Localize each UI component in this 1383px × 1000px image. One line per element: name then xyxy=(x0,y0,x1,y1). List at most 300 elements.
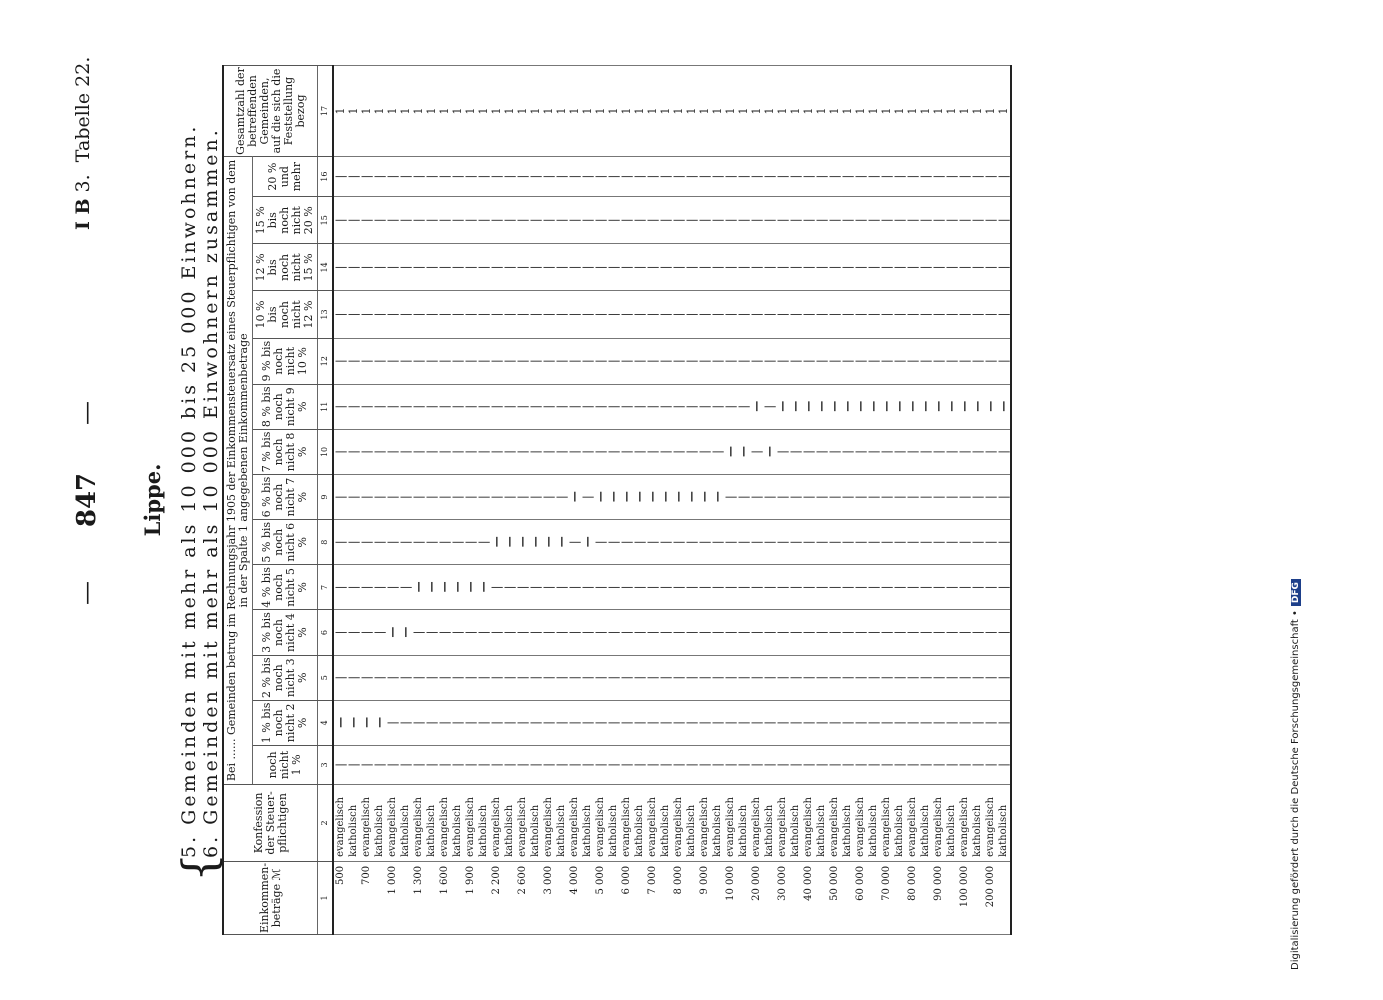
zero-dash-mark: | xyxy=(386,359,399,363)
zero-dash-mark: | xyxy=(828,721,841,725)
rate-cell xyxy=(568,475,581,520)
rate-cell xyxy=(620,565,633,610)
zero-dash-mark: | xyxy=(516,174,529,179)
rate-cell xyxy=(477,384,490,429)
zero-dash-mark: | xyxy=(919,174,932,179)
rate-cell xyxy=(997,700,1011,745)
confession-cell: evangelisch xyxy=(646,784,659,861)
rate-cell xyxy=(997,520,1011,565)
rate-cell xyxy=(568,429,581,474)
zero-dash-mark: | xyxy=(893,265,906,270)
zero-dash-mark: | xyxy=(659,540,672,545)
rate-cell xyxy=(789,475,802,520)
rate-cell xyxy=(932,565,945,610)
income-cell xyxy=(789,861,802,934)
rate-cell xyxy=(646,655,659,700)
rate-cell xyxy=(464,244,477,291)
zero-dash-mark: | xyxy=(373,450,386,454)
zero-dash-mark: | xyxy=(971,218,984,223)
rate-cell xyxy=(347,157,360,197)
rate-cell xyxy=(997,429,1011,474)
zero-dash-mark: | xyxy=(698,630,711,635)
zero-dash-mark: | xyxy=(997,359,1010,363)
table-row xyxy=(438,66,451,935)
rate-cell xyxy=(607,610,620,655)
column-number: 15 xyxy=(318,197,334,244)
rate-cell xyxy=(607,157,620,197)
income-cell xyxy=(711,861,724,934)
table-row xyxy=(854,66,867,935)
zero-dash-mark: | xyxy=(607,312,620,317)
rate-cell xyxy=(945,291,958,338)
zero-dash-mark: | xyxy=(555,174,568,179)
zero-dash-mark: | xyxy=(880,675,893,680)
zero-dash-mark: | xyxy=(815,495,828,499)
rate-cell xyxy=(854,338,867,384)
zero-dash-mark: | xyxy=(503,174,516,179)
rate-cell xyxy=(867,655,880,700)
rate-cell xyxy=(425,520,438,565)
zero-dash-mark: | xyxy=(334,218,347,223)
rate-cell xyxy=(841,429,854,474)
rate-cell xyxy=(451,745,464,784)
rate-cell xyxy=(594,655,607,700)
rate-cell xyxy=(555,475,568,520)
rate-cell xyxy=(906,520,919,565)
zero-dash-mark: | xyxy=(659,450,672,454)
rate-cell xyxy=(932,197,945,244)
count-one-mark: — xyxy=(438,581,451,593)
total-cell: 1 xyxy=(542,66,555,157)
zero-dash-mark: | xyxy=(373,630,386,635)
zero-dash-mark: | xyxy=(958,585,971,590)
zero-dash-mark: | xyxy=(997,675,1010,680)
total-cell: 1 xyxy=(386,66,399,157)
rate-cell xyxy=(737,244,750,291)
income-cell xyxy=(529,861,542,934)
rate-cell xyxy=(581,700,594,745)
rate-cell xyxy=(997,197,1011,244)
rate-cell xyxy=(425,745,438,784)
zero-dash-mark: | xyxy=(958,721,971,725)
rate-cell xyxy=(633,745,646,784)
subtitle-6: 6. Gemeinden mit mehr als 10 000 Einwohnern zusammen. xyxy=(200,127,222,858)
zero-dash-mark: | xyxy=(620,404,633,409)
rate-cell xyxy=(438,610,451,655)
zero-dash-mark: | xyxy=(581,585,594,590)
income-cell: 100 000 xyxy=(958,861,971,934)
rate-cell xyxy=(789,244,802,291)
rate-cell xyxy=(828,610,841,655)
rate-cell xyxy=(542,338,555,384)
rate-cell xyxy=(737,429,750,474)
income-cell: 500 xyxy=(333,861,347,934)
rate-cell xyxy=(555,244,568,291)
total-cell: 1 xyxy=(412,66,425,157)
zero-dash-mark: | xyxy=(867,265,880,270)
rate-cell xyxy=(620,291,633,338)
rate-cell xyxy=(412,565,425,610)
rate-cell xyxy=(763,244,776,291)
zero-dash-mark: | xyxy=(633,218,646,223)
zero-dash-mark: | xyxy=(841,630,854,635)
zero-dash-mark: | xyxy=(737,675,750,680)
confession-cell: evangelisch xyxy=(984,784,997,861)
zero-dash-mark: | xyxy=(672,174,685,179)
zero-dash-mark: | xyxy=(802,265,815,270)
zero-dash-mark: | xyxy=(672,404,685,409)
rate-cell xyxy=(958,745,971,784)
zero-dash-mark: | xyxy=(997,721,1010,725)
rate-cell xyxy=(737,655,750,700)
rate-cell xyxy=(906,338,919,384)
rate-cell xyxy=(659,197,672,244)
zero-dash-mark: | xyxy=(958,675,971,680)
income-cell xyxy=(555,861,568,934)
total-cell: 1 xyxy=(698,66,711,157)
zero-dash-mark: | xyxy=(880,450,893,454)
zero-dash-mark: | xyxy=(412,630,425,635)
zero-dash-mark: | xyxy=(529,675,542,680)
zero-dash-mark: | xyxy=(776,630,789,635)
zero-dash-mark: | xyxy=(724,312,737,317)
rate-cell xyxy=(542,244,555,291)
rate-cell xyxy=(347,610,360,655)
rate-cell xyxy=(386,565,399,610)
rate-cell xyxy=(763,384,776,429)
zero-dash-mark: | xyxy=(724,404,737,409)
zero-dash-mark: | xyxy=(581,265,594,270)
rate-cell xyxy=(971,244,984,291)
zero-dash-mark: | xyxy=(360,763,373,767)
confession-cell: katholisch xyxy=(685,784,698,861)
rate-cell xyxy=(646,197,659,244)
rate-cell xyxy=(724,244,737,291)
rate-cell xyxy=(373,745,386,784)
count-one-mark: — xyxy=(893,400,906,412)
rate-cell xyxy=(958,384,971,429)
rate-cell xyxy=(490,610,503,655)
table-row xyxy=(516,66,529,935)
confession-cell: katholisch xyxy=(867,784,880,861)
zero-dash-mark: | xyxy=(334,265,347,270)
zero-dash-mark: | xyxy=(919,450,932,454)
zero-dash-mark: | xyxy=(672,721,685,725)
rate-cell xyxy=(685,197,698,244)
zero-dash-mark: | xyxy=(347,218,360,223)
zero-dash-mark: | xyxy=(763,312,776,317)
zero-dash-mark: | xyxy=(802,218,815,223)
rate-cell xyxy=(438,565,451,610)
zero-dash-mark: | xyxy=(932,630,945,635)
rate-cell xyxy=(685,610,698,655)
count-one-mark: — xyxy=(984,400,997,412)
zero-dash-mark: | xyxy=(945,721,958,725)
rate-cell xyxy=(399,244,412,291)
zero-dash-mark: | xyxy=(997,265,1010,270)
rate-cell xyxy=(893,338,906,384)
rate-cell xyxy=(750,655,763,700)
zero-dash-mark: | xyxy=(763,495,776,499)
zero-dash-mark: | xyxy=(828,450,841,454)
zero-dash-mark: | xyxy=(594,630,607,635)
confession-cell: katholisch xyxy=(555,784,568,861)
zero-dash-mark: | xyxy=(412,174,425,179)
rate-cell xyxy=(333,745,347,784)
zero-dash-mark: | xyxy=(347,265,360,270)
zero-dash-mark: | xyxy=(633,763,646,767)
rate-cell xyxy=(333,244,347,291)
zero-dash-mark: | xyxy=(828,218,841,223)
zero-dash-mark: | xyxy=(958,450,971,454)
rate-cell xyxy=(373,655,386,700)
rate-cell xyxy=(347,244,360,291)
header-bracket: noch nicht 1 % xyxy=(253,745,318,784)
rate-cell xyxy=(893,197,906,244)
rate-cell xyxy=(672,338,685,384)
zero-dash-mark: | xyxy=(386,450,399,454)
rate-cell xyxy=(789,610,802,655)
zero-dash-mark: | xyxy=(529,630,542,635)
count-one-mark: — xyxy=(503,536,516,548)
income-cell xyxy=(867,861,880,934)
zero-dash-mark: | xyxy=(750,495,763,499)
rate-cell xyxy=(854,291,867,338)
table-row xyxy=(477,66,490,935)
zero-dash-mark: | xyxy=(451,450,464,454)
rate-cell xyxy=(776,338,789,384)
zero-dash-mark: | xyxy=(334,540,347,545)
header-total: Gesamtzahl der betreffenden Gemeinden, auf die sich die Feststellung bezog xyxy=(223,66,318,157)
total-cell: 1 xyxy=(789,66,802,157)
zero-dash-mark: | xyxy=(984,312,997,317)
rate-cell xyxy=(893,429,906,474)
zero-dash-mark: | xyxy=(945,585,958,590)
total-cell: 1 xyxy=(893,66,906,157)
rate-cell xyxy=(542,700,555,745)
count-one-mark: — xyxy=(750,400,763,412)
count-one-mark: — xyxy=(477,581,490,593)
rate-cell xyxy=(477,197,490,244)
rate-cell xyxy=(529,700,542,745)
rate-cell xyxy=(373,338,386,384)
rate-cell xyxy=(763,291,776,338)
rate-cell xyxy=(711,291,724,338)
zero-dash-mark: | xyxy=(477,540,490,545)
column-number: 7 xyxy=(318,565,334,610)
zero-dash-mark: | xyxy=(698,721,711,725)
zero-dash-mark: | xyxy=(867,359,880,363)
zero-dash-mark: | xyxy=(503,450,516,454)
zero-dash-mark: | xyxy=(412,359,425,363)
zero-dash-mark: | xyxy=(555,404,568,409)
rate-cell xyxy=(464,745,477,784)
zero-dash-mark: | xyxy=(347,404,360,409)
zero-dash-mark: | xyxy=(867,495,880,499)
zero-dash-mark: | xyxy=(568,450,581,454)
rate-cell xyxy=(893,520,906,565)
rate-cell xyxy=(984,520,997,565)
table-row xyxy=(451,66,464,935)
zero-dash-mark: | xyxy=(490,763,503,767)
rate-cell xyxy=(841,197,854,244)
confession-cell: evangelisch xyxy=(828,784,841,861)
rate-cell xyxy=(607,384,620,429)
income-cell: 90 000 xyxy=(932,861,945,934)
zero-dash-mark: | xyxy=(802,359,815,363)
rate-cell xyxy=(672,384,685,429)
table-row xyxy=(360,66,373,935)
zero-dash-mark: | xyxy=(971,585,984,590)
rate-cell xyxy=(789,745,802,784)
income-cell xyxy=(737,861,750,934)
count-one-mark: — xyxy=(763,445,776,457)
subtitle-brace: { xyxy=(172,852,226,882)
zero-dash-mark: | xyxy=(451,630,464,635)
rate-cell xyxy=(503,520,516,565)
total-cell: 1 xyxy=(659,66,672,157)
rate-cell xyxy=(477,429,490,474)
rate-cell xyxy=(724,520,737,565)
zero-dash-mark: | xyxy=(750,359,763,363)
zero-dash-mark: | xyxy=(425,675,438,680)
rate-cell xyxy=(919,384,932,429)
rate-cell xyxy=(841,610,854,655)
rate-cell xyxy=(750,565,763,610)
rate-cell xyxy=(568,520,581,565)
zero-dash-mark: | xyxy=(919,721,932,725)
zero-dash-mark: | xyxy=(685,450,698,454)
rate-cell xyxy=(672,520,685,565)
rate-cell xyxy=(854,610,867,655)
rate-cell xyxy=(620,655,633,700)
zero-dash-mark: | xyxy=(555,585,568,590)
zero-dash-mark: | xyxy=(854,495,867,499)
count-one-mark: — xyxy=(815,400,828,412)
zero-dash-mark: | xyxy=(958,763,971,767)
zero-dash-mark: | xyxy=(646,265,659,270)
rate-cell xyxy=(581,384,594,429)
rate-cell xyxy=(815,745,828,784)
rate-cell xyxy=(620,384,633,429)
rate-cell xyxy=(945,197,958,244)
zero-dash-mark: | xyxy=(451,359,464,363)
header-bracket: 9 % bis noch nicht 10 % xyxy=(253,338,318,384)
zero-dash-mark: | xyxy=(620,265,633,270)
zero-dash-mark: | xyxy=(945,540,958,545)
zero-dash-mark: | xyxy=(984,585,997,590)
zero-dash-mark: | xyxy=(815,265,828,270)
zero-dash-mark: | xyxy=(529,174,542,179)
zero-dash-mark: | xyxy=(568,630,581,635)
rate-cell xyxy=(698,745,711,784)
zero-dash-mark: | xyxy=(997,630,1010,635)
rate-cell xyxy=(828,157,841,197)
zero-dash-mark: | xyxy=(425,495,438,499)
rate-cell xyxy=(945,384,958,429)
zero-dash-mark: | xyxy=(958,265,971,270)
total-cell: 1 xyxy=(516,66,529,157)
rate-cell xyxy=(919,197,932,244)
zero-dash-mark: | xyxy=(776,312,789,317)
zero-dash-mark: | xyxy=(347,174,360,179)
rate-cell xyxy=(958,475,971,520)
zero-dash-mark: | xyxy=(516,359,529,363)
zero-dash-mark: | xyxy=(789,721,802,725)
rate-cell xyxy=(932,475,945,520)
rate-cell xyxy=(672,745,685,784)
zero-dash-mark: | xyxy=(893,540,906,545)
rate-cell xyxy=(490,291,503,338)
rate-cell xyxy=(919,610,932,655)
rate-cell xyxy=(906,610,919,655)
rate-cell xyxy=(646,610,659,655)
rate-cell xyxy=(464,338,477,384)
rate-cell xyxy=(516,384,529,429)
zero-dash-mark: | xyxy=(828,359,841,363)
rate-cell xyxy=(906,384,919,429)
rate-cell xyxy=(607,565,620,610)
count-one-mark: — xyxy=(945,400,958,412)
rate-cell xyxy=(867,700,880,745)
table-row xyxy=(646,66,659,935)
zero-dash-mark: | xyxy=(659,218,672,223)
zero-dash-mark: | xyxy=(698,585,711,590)
rate-cell xyxy=(737,700,750,745)
rate-cell xyxy=(880,384,893,429)
rate-cell xyxy=(438,655,451,700)
zero-dash-mark: | xyxy=(971,675,984,680)
rate-cell xyxy=(594,745,607,784)
zero-dash-mark: | xyxy=(373,495,386,499)
zero-dash-mark: | xyxy=(737,721,750,725)
rate-cell xyxy=(425,338,438,384)
zero-dash-mark: | xyxy=(503,404,516,409)
zero-dash-mark: | xyxy=(373,763,386,767)
zero-dash-mark: | xyxy=(542,675,555,680)
zero-dash-mark: | xyxy=(646,540,659,545)
table-row xyxy=(555,66,568,935)
rate-cell xyxy=(698,338,711,384)
count-one-mark: — xyxy=(724,445,737,457)
rate-cell xyxy=(880,700,893,745)
zero-dash-mark: | xyxy=(620,359,633,363)
zero-dash-mark: | xyxy=(802,540,815,545)
count-one-mark: — xyxy=(685,491,698,503)
zero-dash-mark: | xyxy=(984,450,997,454)
zero-dash-mark: | xyxy=(412,675,425,680)
zero-dash-mark: | xyxy=(789,359,802,363)
zero-dash-mark: | xyxy=(360,404,373,409)
zero-dash-mark: | xyxy=(854,585,867,590)
zero-dash-mark: | xyxy=(386,675,399,680)
header-bracket: 15 % bis noch nicht 20 % xyxy=(253,197,318,244)
rate-cell xyxy=(425,429,438,474)
rate-cell xyxy=(854,520,867,565)
zero-dash-mark: | xyxy=(828,675,841,680)
rate-cell xyxy=(828,429,841,474)
zero-dash-mark: | xyxy=(711,265,724,270)
zero-dash-mark: | xyxy=(763,540,776,545)
rate-cell xyxy=(711,655,724,700)
count-one-mark: — xyxy=(854,400,867,412)
zero-dash-mark: | xyxy=(698,763,711,767)
zero-dash-mark: | xyxy=(360,359,373,363)
zero-dash-mark: | xyxy=(360,312,373,317)
zero-dash-mark: | xyxy=(620,218,633,223)
rate-cell xyxy=(464,157,477,197)
rate-cell xyxy=(360,610,373,655)
